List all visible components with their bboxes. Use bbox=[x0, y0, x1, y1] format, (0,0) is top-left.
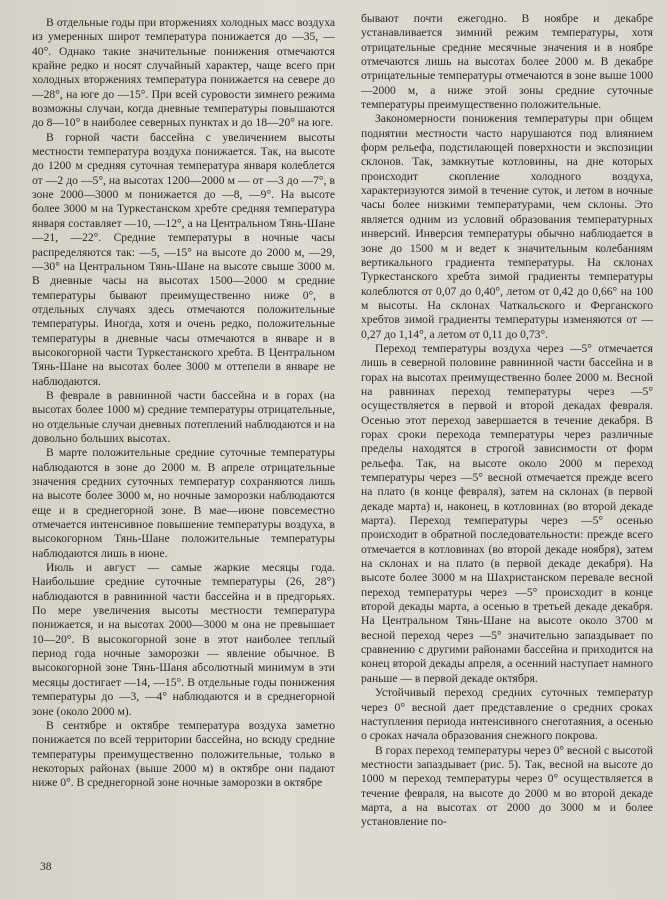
paragraph: В отдельные годы при вторжениях холодных масс воздуха из умеренных широт температура понижается до —35, —40°. Однако такие значительные понижения отмечаются крайне редко и носят случайный характер, чаще всего при холодных вторжениях температура понижается на севере до —28°, на юге до —15°. При всей суровости зимнего режима возможны случаи, когда дневные температуры повышаются до 8—10° в наиболее северных пунктах и до 18—20° на юге. bbox=[32, 16, 335, 130]
page-number: 38 bbox=[40, 860, 52, 873]
paragraph: В горной части бассейна с увеличением высоты местности температура воздуха понижается. Так, на высоте до 1200 м средняя суточная температура января колеблется от —2 до —5°, на высотах 1200—2000 м — от —3 до —7°, в зоне 2000—3000 м понижается до —8, —9°. На высоте более 3000 м на Туркестанском хребте средняя температура января составляет —10, —12°, а на Центральном Тянь-Шане —21, —22°. Средние температуры в ночные часы распределяются так: —5, —15° на высоте до 2000 м, —29, —30° на Центральном Тянь-Шане на высоте свыше 3000 м. В дневные часы на высотах 1500—2000 м средние температуры бывают преимущественно ниже 0°, в отдельных случаях здесь отмечаются положительные температуры. Иногда, хотя и очень редко, положительные температуры в дневные часы отмечаются в январе и в высокогорной части Туркестанского хребта. В Центральном Тянь-Шане на высотах более 3000 м оттепели в январе не наблюдаются. bbox=[32, 130, 335, 388]
paragraph: Устойчивый переход средних суточных температур через 0° весной дает представление о средних сроках наступления периода интенсивного снеготаяния, а осенью о сроках начала образования снежного покрова. bbox=[361, 686, 653, 743]
paragraph: Закономерности понижения температуры при общем поднятии местности часто нарушаются под влиянием форм рельефа, подстилающей поверхности и экспозиции склонов. Так, замкнутые котловины, на дне которых происходит скопление холодного воздуха, характеризуются зимой в течение суток, и летом в ночные часы более низкими температурами, чем склоны. Это является одним из условий образования температурных инверсий. Инверсия температуры обычно наблюдается в зоне до 1500 м и ведет к значительным колебаниям вертикального градиента температуры. На склонах Туркестанского хребта зимой градиенты температуры колеблются от 0,07 до 0,40°, летом от 0,42 до 0,66° на 100 м высоты. На склонах Чаткальского и Ферганского хребтов зимой градиенты температуры изменяются от —0,27 до 1,14°, а летом от 0,11 до 0,73°. bbox=[361, 112, 653, 341]
paragraph: В горах переход температуры через 0° весной с высотой местности запаздывает (рис. 5). Так, весной на высоте до 1000 м переход температуры через 0° осуществляется в течение февраля, на высоте до 2000 м во второй декаде марта, а на высотах от 2000 до 3000 м и более установление по- bbox=[361, 743, 654, 829]
paragraph: Июль и август — самые жаркие месяцы года. Наибольшие средние суточные температуры (26, 28°) наблюдаются в равнинной части бассейна и в предгорьях. По мере увеличения высоты местности температура понижается, и на высотах 2000—3000 м она не превышает 10—20°. В высокогорной зоне в этот наиболее теплый период года ночные заморозки — явление обычное. В высокогорной зоне Тянь-Шаня абсолютный минимум в эти месяцы достигает —14, —15°. В отдельные годы понижения температуры до —3, —4° наблюдаются и в среднегорной зоне (около 2000 м). bbox=[32, 561, 335, 718]
left-column bbox=[32, 16, 335, 791]
paragraph: бывают почти ежегодно. В ноябре и декабре устанавливается зимний режим температуры, хотя отрицательные средние месячные значения и в ноябре отмечаются лишь на высотах более 2000 м. В декабре отрицательные температуры отмечаются в зоне выше 1000—2000 м, а ниже этой зоны средние суточные температуры преимущественно положительные. bbox=[361, 12, 653, 112]
paragraph: В сентябре и октябре температура воздуха заметно понижается по всей территории бассейна, но всюду средние температуры преимущественно положительные, только в некоторых районах (выше 2000 м) в октябре они падают ниже 0°. В среднегорной зоне ночные заморозки в октябре bbox=[32, 718, 335, 790]
paragraph: Переход температуры воздуха через —5° отмечается лишь в северной половине равнинной части бассейна и в горах на высотах преимущественно более 2000 м. Весной на равнинах переход температуры через —5° осуществляется в первой и второй декадах февраля. Осенью этот переход завершается в течение декабря. В горах сроки перехода температуры через различные пределы находятся в строгой зависимости от форм рельефа. Так, на высоте около 2000 м переход температуры через —5° весной отмечается прежде всего на плато (в конце февраля), затем на склонах (в первой декаде марта) и, наконец, в котловинах (во второй декаде марта). Переход температуры через —5° осенью происходит в обратной последовательности: прежде всего отмечается в котловинах (во второй декаде ноября), затем на склонах и на плато (в первой декаде декабря). На высоте более 3000 м на Шахристанском перевале весной переход температуры через —5° происходит в конце второй декады марта, а осенью в третьей декаде декабря. На Центральном Тянь-Шане на высоте около 3700 м весной переход через —5° значительно запаздывает по сравнению с другими районами бассейна и приходится на конец второй декады апреля, а осенний наступает намного раньше — в первой декаде октября. bbox=[361, 341, 653, 685]
paragraph: В феврале в равнинной части бассейна и в горах (на высотах более 1000 м) средние температуры отрицательные, но отдельные случаи дневных потеплений наблюдаются и на довольно больших высотах. bbox=[32, 388, 335, 445]
paragraph: В марте положительные средние суточные температуры наблюдаются в зоне до 2000 м. В апреле отрицательные значения средних суточных температур сохраняются лишь на высоте более 3000 м, но ночные заморозки наблюдаются еще и в среднегорной зоне. В мае—июне повсеместно отмечается интенсивное повышение температуры воздуха, в высокогорном Тянь-Шане положительные температуры наблюдаются лишь в июне. bbox=[32, 446, 335, 560]
right-column bbox=[361, 12, 653, 830]
